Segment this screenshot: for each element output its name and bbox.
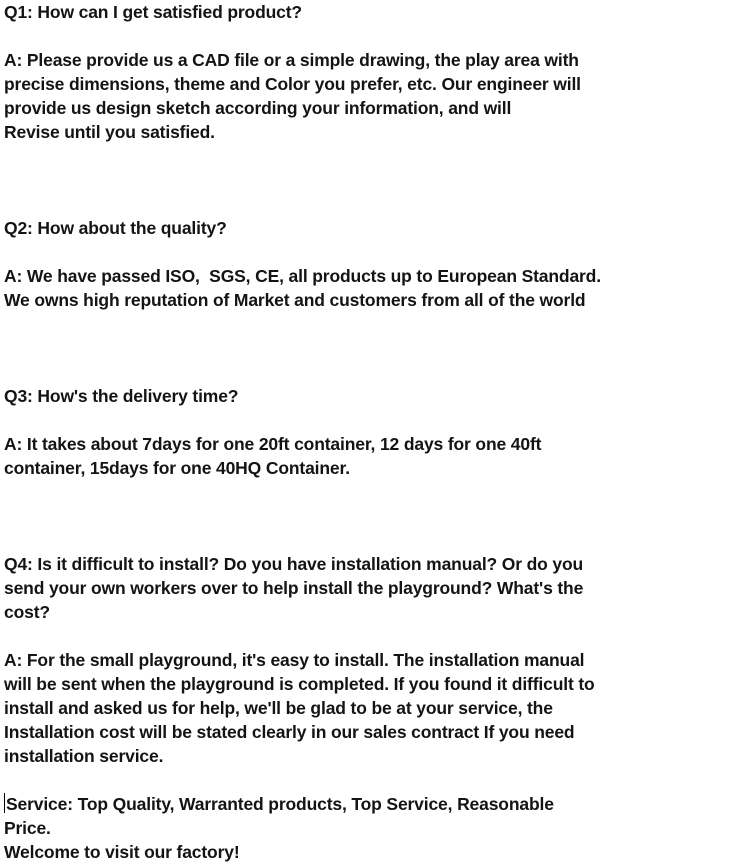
faq-item-2 [4, 216, 746, 312]
answer-2-line-2: We owns high reputation of Market and customers from all of the world [4, 290, 586, 310]
question-3-line-1: Q3: How's the delivery time? [4, 386, 239, 406]
faq-item-3 [4, 384, 746, 480]
closing-line-3: Welcome to visit our factory! [4, 842, 240, 862]
text-cursor [4, 793, 5, 813]
answer-2-line-1: A: We have passed ISO, SGS, CE, all products up to European Standard. [4, 266, 601, 286]
answer-1-line-3: provide us design sketch according your information, and will [4, 98, 512, 118]
faq-document [4, 0, 746, 864]
question-4-line-1: Q4: Is it difficult to install? Do you have installation manual? Or do you [4, 554, 584, 574]
closing-line-2: Price. [4, 818, 51, 838]
answer-1-line-4: Revise until you satisfied. [4, 122, 215, 142]
answer-4-line-2: will be sent when the playground is completed. If you found it difficult to [4, 674, 595, 694]
answer-4-line-5: installation service. [4, 746, 164, 766]
question-4-line-3: cost? [4, 602, 50, 622]
question-1-line-1: Q1: How can I get satisfied product? [4, 2, 302, 22]
answer-4-line-1: A: For the small playground, it's easy to install. The installation manual [4, 650, 585, 670]
closing-line-1 [4, 792, 746, 816]
faq-item-1 [4, 0, 746, 144]
answer-3-line-2: container, 15days for one 40HQ Container. [4, 458, 350, 478]
answer-3-line-1: A: It takes about 7days for one 20ft container, 12 days for one 40ft [4, 434, 542, 454]
service-text: Service: Top Quality, Warranted products, Top Service, Reasonable [6, 794, 554, 814]
answer-4-line-4: Installation cost will be stated clearly in our sales contract If you need [4, 722, 575, 742]
question-4-line-2: send your own workers over to help install the playground? What's the [4, 578, 584, 598]
answer-1-line-1: A: Please provide us a CAD file or a simple drawing, the play area with [4, 50, 579, 70]
answer-1-line-2: precise dimensions, theme and Color you prefer, etc. Our engineer will [4, 74, 581, 94]
closing-section [4, 792, 746, 864]
faq-item-4 [4, 552, 746, 768]
answer-4-line-3: install and asked us for help, we'll be glad to be at your service, the [4, 698, 553, 718]
question-2-line-1: Q2: How about the quality? [4, 218, 227, 238]
